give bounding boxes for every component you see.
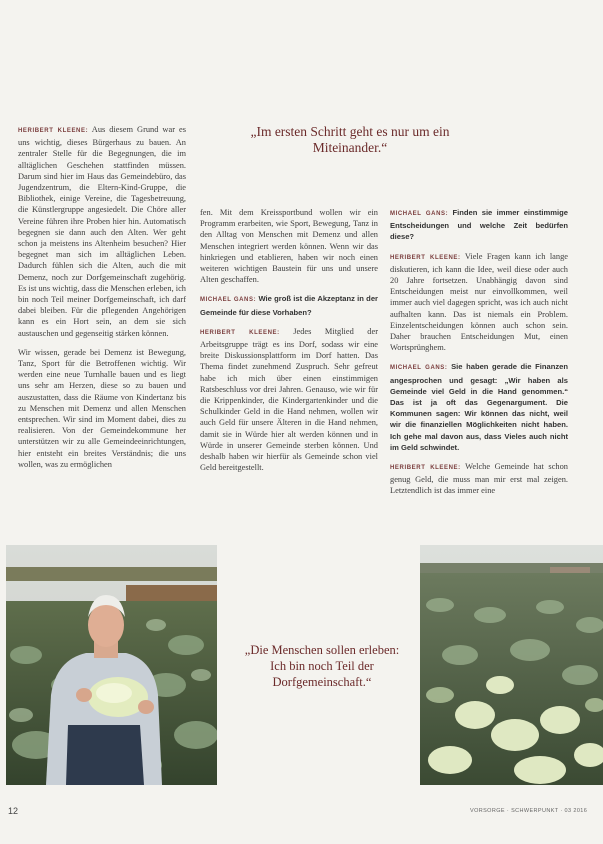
article-column-1 — [18, 124, 186, 478]
speaker-label: MICHAEL GANS: — [200, 297, 257, 304]
paragraph-text: Jedes Mitglied der Arbeitsgruppe trägt es ins Dorf, sodass wir eine breite Diskussionsplattform im Dorf hatten. Das Thema findet zunehmend Zuspruch. Sehr gefreut habe ich mich über einen einstimmigen Ratsbeschluss vor drei Jahren. Genauso, wie wir für die Krippenkinder, die Kindergartenkinder und die Schulkinder Geld in die Hand nehmen, wollen wir auch Geld für unsere Älteren in die Hand nehmen, damit sie in Würde hier alt werden können und in Würde in unserer Gemeinde sterben können. Und deshalb haben wir hierfür als Gemeinde schon viel Geld bereitgestellt. — [200, 326, 378, 473]
interview-question — [390, 207, 568, 243]
photo-man-with-cabbage-image — [6, 545, 217, 785]
speaker-label: HERIBERT KLEENE: — [18, 128, 89, 134]
page-number: 12 — [8, 806, 19, 816]
speaker-label: MICHAEL GANS: — [390, 365, 448, 372]
photo-cabbage-field — [420, 545, 603, 785]
paragraph — [18, 124, 186, 339]
article-column-3 — [390, 207, 568, 505]
question-text: Sie haben gerade die Finanzen angesprochen und gesagt: „Wir haben als Gemeinde viel Geld in die Hand genommen.“ Das ist ja oft das Gegenargument. Die Kommunen sagen: Wir können das nicht, weil wir die finanziellen Möglichkeiten nicht haben. Ich gehe mal davon aus, dass Vieles auch nicht im Geld schwindet. — [390, 362, 569, 452]
paragraph-text: Viele Fragen kann ich lange diskutieren, ich kann die Idee, weil diese oder auch 20 Jahre fortsetzen. Unabhängig davon sind Entscheidungen meist nur einvollkommen, weil immer auch viel dagegen spricht, was ich auch nicht aufhalten kann. Das ist niemals ein Problem. Einzelentscheidungen können auch schon sein. Daher brauchen Entscheidungen Mut, einen Wortsprünghem. — [390, 251, 568, 353]
question-text: Wie groß ist die Akzeptanz in der Gemeinde für diese Vorhaben? — [200, 294, 378, 317]
paragraph: fen. Mit dem Kreissportbund wollen wir ein Programm erarbeiten, wie Sport, Bewegung, Tanz in den Alltag von Menschen mit Demenz und allen Menschen integriert werden können. Wenn wir das hinkriegen und etablieren, haben wir noch einen weiteren wichtigen Baustein für uns und unsere Alten geschaffen. — [200, 208, 378, 285]
pull-quote-top: „Im ersten Schritt geht es nur um ein Miteinander.“ — [250, 124, 450, 155]
photo-cabbage-field-image — [420, 545, 603, 785]
magazine-footer: VORSORGE · SCHWERPUNKT · 03 2016 — [470, 808, 588, 814]
interview-question — [200, 293, 378, 317]
speaker-label: HERIBERT KLEENE: — [390, 465, 461, 472]
paragraph — [390, 251, 568, 354]
article-column-2 — [200, 207, 378, 481]
speaker-label: HERIBERT KLEENE: — [390, 254, 461, 261]
interview-question — [390, 361, 568, 453]
speaker-label: HERIBERT KLEENE: — [200, 329, 280, 336]
photo-man-with-cabbage — [6, 545, 217, 785]
paragraph-text: Aus diesem Grund war es uns wichtig, dieses Bürgerhaus zu bauen. An zentraler Stelle für die Begegnungen, die im alltäglichen Geschehen stattfinden müssen. Darum sind hier im Haus das Gemeindebüro, das Jugendzentrum, die Eltern-Kind-Gruppe, die Bibliothek, einige Vereine, die Tagesbetreuung, die Künstlergruppe angesiedelt. Die Chöre aller Vereine führen ihre Proben hier hin. Automatisch begegnen sie dann auch den Alten. Wer geht schon ja meistens ins Altenheim besuchen? Hier begegnet man sich im alltäglichen Leben. Dadurch fühlen sich die Alten, auch die mit Demenz, noch zur Dorfgemeinschaft zugehörig. Es ist uns wichtig, dass die Menschen erleben, ich bin noch Teil meiner Dorfgemeinschaft, ich darf dabei bleiben. Für die pflegenden Angehörigen kann es ein Hort sein, an dem sie sich austauschen und gegenseitig stärken können. — [18, 125, 186, 338]
speaker-label: MICHAEL GANS: — [390, 211, 449, 217]
paragraph-text: Welche Gemeinde hat schon genug Geld, die muss man mir erst mal zeigen. Letztendlich ist das immer eine — [390, 462, 568, 496]
paragraph — [200, 326, 378, 474]
paragraph: Wir wissen, gerade bei Demenz ist Bewegung, Tanz, Sport für die Betroffenen wichtig. Wir werden eine neue Turnhalle bauen und es liegt uns sehr am Herzen, diese so zu bauen und auszustatten, dass die Räume von Kindertanz bis zu Menschen mit Demenz und allen Menschen entsprechen. Wir sind im Moment dabei, dies zu realisieren. Von der Gemeindekommune her unterstützen wir zu alle Gemeindeeinrichtungen, hier entsteht ein breites Verständnis; die uns wollen, was zu ermöglichen — [18, 347, 186, 469]
paragraph — [390, 461, 568, 497]
pull-quote-bottom: „Die Menschen sollen erleben: Ich bin noch Teil der Dorfgemeinschaft.“ — [244, 643, 400, 689]
question-text: Finden sie immer einstimmige Entscheidungen und welche Zeit bedürfen diese? — [390, 208, 569, 242]
